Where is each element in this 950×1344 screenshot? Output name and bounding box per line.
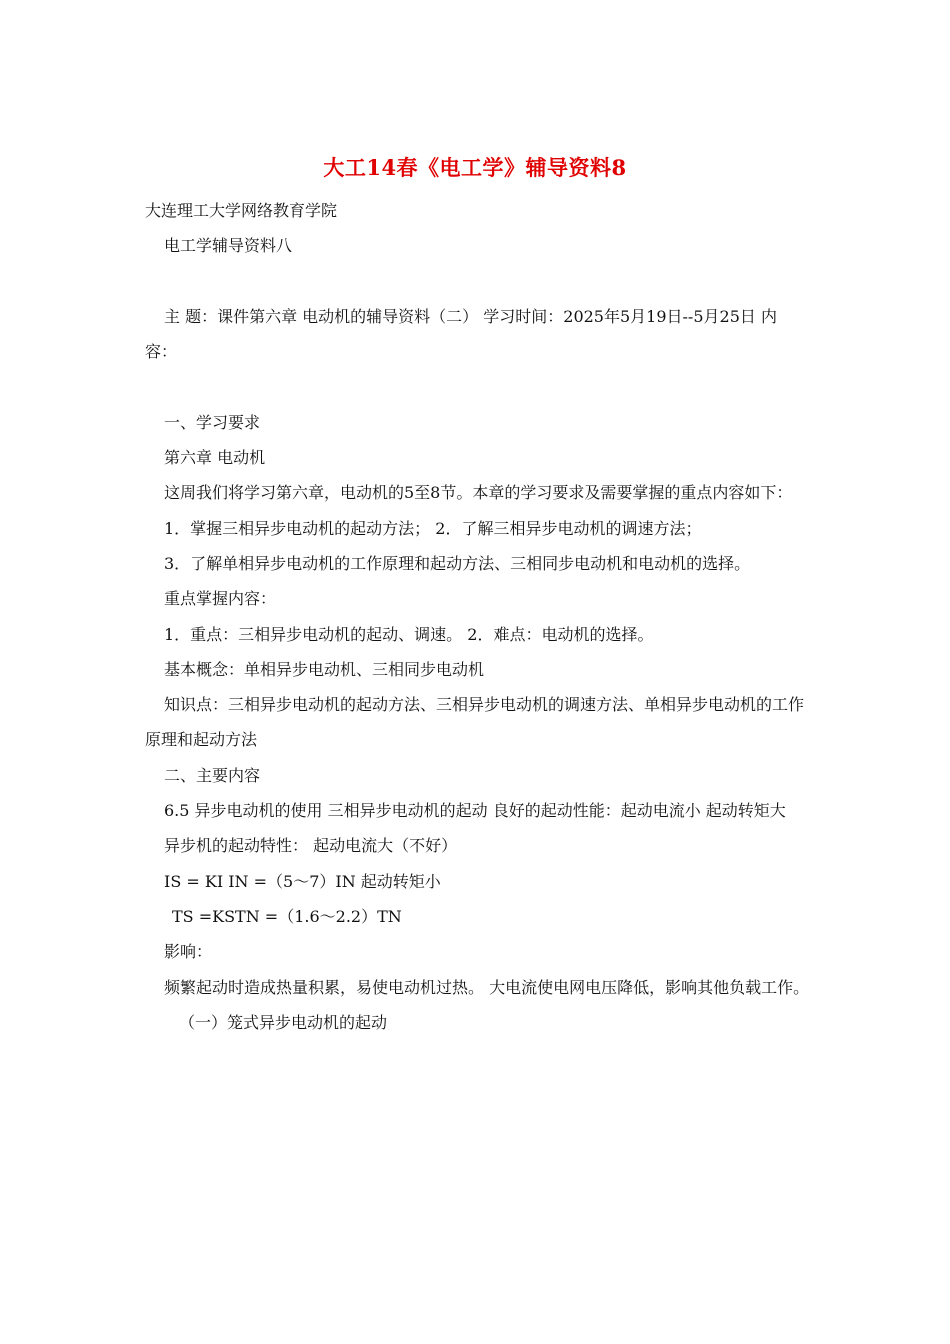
content-paragraph: 频繁起动时造成热量积累，易使电动机过热。 大电流使电网电压降低，影响其他负载工作。: [164, 977, 810, 997]
requirement-item: 3．了解单相异步电动机的工作原理和起动方法、三相同步电动机和电动机的选择。: [164, 553, 751, 573]
document-body: [145, 193, 810, 1040]
intro-paragraph: 这周我们将学习第六章，电动机的5至8节。本章的学习要求及需要掌握的重点内容如下：: [164, 483, 793, 503]
subsection-heading: （一）笼式异步电动机的起动: [179, 1012, 388, 1032]
formula-line: IS = KI IN =（5～7）IN 起动转矩小: [164, 871, 441, 891]
topic-line: 主 题：课件第六章 电动机的辅导资料（二） 学习时间：2025年5月19日--5月25日 内 容：: [145, 306, 777, 362]
requirement-item: 1．掌握三相异步电动机的起动方法； 2．了解三相异步电动机的调速方法；: [164, 518, 702, 538]
basic-concepts-line: 基本概念：单相异步电动机、三相同步电动机: [164, 659, 485, 679]
formula-line: TS =KSTN =（1.6～2.2）TN: [172, 906, 402, 926]
document-title: 大工14春《电工学》辅导资料8: [323, 155, 627, 180]
section-heading: 一、学习要求: [164, 412, 261, 432]
content-paragraph: 6.5 异步电动机的使用 三相异步电动机的起动 良好的起动性能：起动电流小 起动转矩大: [164, 801, 786, 821]
key-content-heading: 重点掌握内容：: [164, 589, 277, 609]
content-line: 异步机的起动特性： 起动电流大（不好）: [164, 836, 458, 856]
blank-line: [145, 369, 810, 404]
institution-line: 大连理工大学网络教育学院: [145, 201, 338, 220]
section-heading: 二、主要内容: [164, 765, 261, 785]
blank-line: [145, 264, 810, 299]
chapter-heading: 第六章 电动机: [164, 448, 266, 468]
key-points-line: 1．重点：三相异步电动机的起动、调速。 2．难点：电动机的选择。: [164, 624, 654, 644]
content-line: 影响：: [164, 942, 213, 962]
knowledge-points-paragraph: 知识点：三相异步电动机的起动方法、三相异步电动机的调速方法、单相异步电动机的工作原理和起动方法: [145, 695, 805, 750]
subtitle-line: 电工学辅导资料八: [164, 236, 293, 256]
